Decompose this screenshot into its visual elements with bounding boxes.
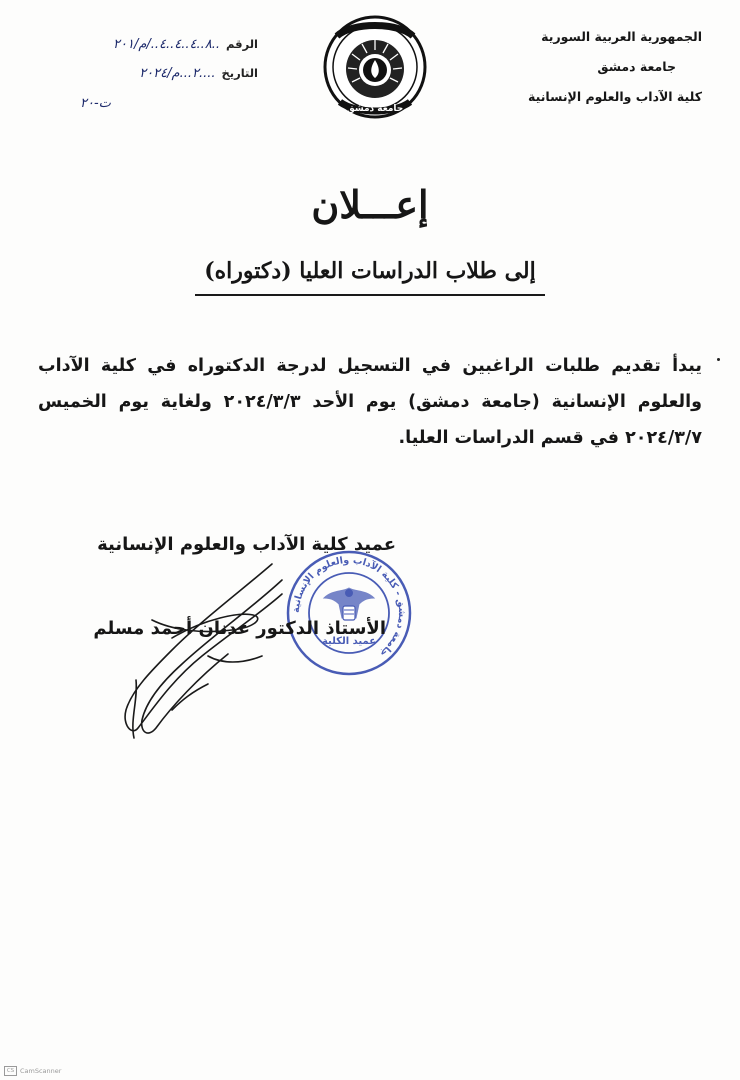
reference-number xyxy=(86,30,258,59)
date-value: ....٢...م/٢٠٢٤ xyxy=(139,66,216,81)
stamp-ring-text: جامعة دمشق - كلية الآداب والعلوم الإنسانية xyxy=(290,554,408,659)
republic-name: الجمهورية العربية السورية xyxy=(541,29,702,44)
university-seal-logo xyxy=(322,14,428,120)
handwritten-signature xyxy=(112,560,302,750)
subtitle-underline xyxy=(195,294,545,296)
number-value: ..٨..٤..٤..٤../م/٢٠١ xyxy=(112,37,221,52)
reference-block xyxy=(80,30,258,111)
institution-header xyxy=(502,22,702,112)
date-label: التاريخ xyxy=(221,66,258,80)
scanner-logo-icon: CS xyxy=(4,1066,17,1076)
margin-dot xyxy=(717,358,720,361)
stamp-inner-text: عميد الكلية xyxy=(321,636,377,647)
reference-date xyxy=(86,59,258,88)
faculty-name: كلية الآداب والعلوم الإنسانية xyxy=(528,89,702,104)
date-handwritten-extra: ت-٢٠ xyxy=(80,96,111,111)
number-label: الرقم xyxy=(226,37,258,51)
announcement-subtitle: إلى طلاب الدراسات العليا (دكتوراه) xyxy=(204,258,536,284)
scanner-watermark-text: CamScanner xyxy=(20,1067,62,1075)
faculty-stamp xyxy=(284,548,414,678)
university-name: جامعة دمشق xyxy=(597,59,676,74)
dean-title: عميد كلية الآداب والعلوم الإنسانية xyxy=(97,534,396,555)
scanner-watermark xyxy=(4,1066,61,1076)
announcement-title: إعـــلان xyxy=(311,182,429,227)
seal-text: جامعة دمشق xyxy=(346,104,404,114)
announcement-body: يبدأ تقديم طلبات الراغبين في التسجيل لدرجة الدكتوراه في كلية الآداب والعلوم الإنسانية (جامعة دمشق) يوم الأحد ٢٠٢٤/٣/٣ ولغاية يوم الخميس ٢٠٢٤/٣/٧ في قسم الدراسات العليا. xyxy=(38,356,702,448)
dean-name: الأستاذ الدكتور عدنان أحمد مسلم xyxy=(93,618,386,639)
